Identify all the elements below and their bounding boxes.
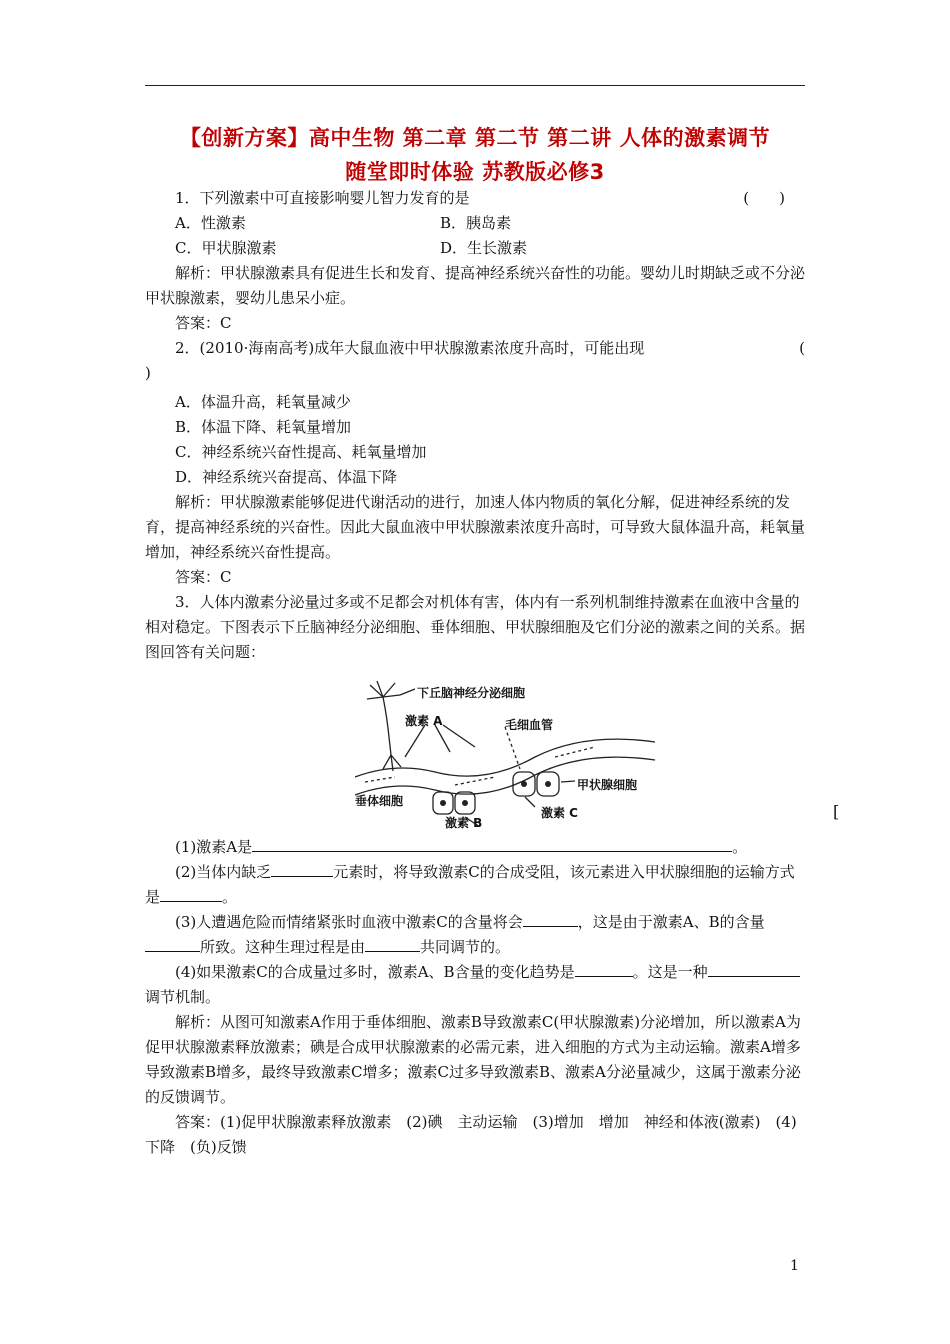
thyroid-nucleus-1 <box>521 781 527 787</box>
q3-sub4: (4)如果激素C的合成量过多时，激素A、B含量的变化趋势是 。这是一种调节机制。 <box>145 960 805 1010</box>
label-thyroid: 甲状腺细胞 <box>577 778 638 792</box>
q2-analysis: 解析：甲状腺激素能够促进代谢活动的进行，加速人体内物质的氧化分解，促进神经系统的发育，提高神经系统的兴奋性。因此大鼠血液中甲状腺激素浓度升高时，可导致大鼠体温升高，耗氧量增加，神经系统兴奋性提高。 <box>145 493 806 561</box>
label-hormone-a: 激素 A <box>405 714 443 728</box>
q1-answer-paren: ( ) <box>743 189 785 207</box>
q2-option-a: A．体温升高，耗氧量减少 <box>175 393 351 411</box>
neuron-axon <box>383 697 391 755</box>
pituitary-nucleus-1 <box>440 800 446 806</box>
document-body <box>145 186 840 1160</box>
blank-6[interactable] <box>365 935 420 952</box>
label-pituitary: 垂体细胞 <box>355 794 404 808</box>
top-rule <box>145 85 805 86</box>
q1-option-a: A．性激素 <box>175 214 246 232</box>
q1-stem <box>145 186 805 211</box>
pituitary-nucleus-2 <box>462 800 468 806</box>
blank-3[interactable] <box>160 885 222 902</box>
hormone-regulation-diagram <box>355 677 840 830</box>
title-line-1: 【创新方案】高中生物 第二章 第二节 第二讲 人体的激素调节 <box>179 126 771 150</box>
thyroid-nucleus-2 <box>545 781 551 787</box>
q1-option-c: C．甲状腺激素 <box>175 239 277 257</box>
neuron-dendrites <box>367 681 400 699</box>
q1-option-d: D．生长激素 <box>440 239 528 257</box>
label-hypothalamus: 下丘脑神经分泌细胞 <box>417 686 526 700</box>
q1-options-row-2 <box>145 236 805 261</box>
q1-stem-text: 1．下列激素中可直接影响婴儿智力发育的是 <box>175 189 470 207</box>
q1-answer: 答案：C <box>175 314 232 332</box>
q3-stem: 3．人体内激素分泌量过多或不足都会对机体有害，体内有一系列机制维持激素在血液中含量的相对稳定。下图表示下丘脑神经分泌细胞、垂体细胞、甲状腺细胞及它们分泌的激素之间的关系。据图回答有关问题： <box>145 593 806 661</box>
q2-answer: 答案：C <box>175 568 232 586</box>
q2-option-b: B．体温下降、耗氧量增加 <box>175 418 352 436</box>
blank-1[interactable] <box>252 835 732 852</box>
label-hormone-b: 激素 B <box>445 816 483 830</box>
q1-option-b: B．胰岛素 <box>440 214 512 232</box>
thyroid-pointer <box>561 781 575 782</box>
q2-option-c: C．神经系统兴奋性提高、耗氧量增加 <box>175 443 427 461</box>
blank-4[interactable] <box>523 910 578 927</box>
q2-stem-text: 2．(2010·海南高考)成年大鼠血液中甲状腺激素浓度升高时，可能出现 <box>175 339 645 357</box>
q3-sub1: (1)激素A是 。 <box>145 835 805 860</box>
label-capillary: 毛细血管 <box>505 718 554 732</box>
q2-answer-paren-open: ( <box>799 339 805 357</box>
title-line-2: 随堂即时体验 苏教版必修3 <box>345 160 605 184</box>
label-hormone-c: 激素 C <box>541 806 578 820</box>
blank-7[interactable] <box>575 960 633 977</box>
q3-sub3: (3)人遭遇危险而情绪紧张时血液中激素C的含量将会 ，这是由于激素A、B的含量所致。这种生理过程是由 共同调节的。 <box>145 910 805 960</box>
q3-analysis: 解析：从图可知激素A作用于垂体细胞、激素B导致激素C(甲状腺激素)分泌增加，所以激素A为促甲状腺激素释放激素；碘是合成甲状腺激素的必需元素，进入细胞的方式为主动运输。激素A增多导致激素B增多，最终导致激素C增多；激素C过多导致激素B、激素A分泌量减少，这属于激素分泌的反馈调节。 <box>145 1013 801 1106</box>
q1-options-row-1 <box>145 211 805 236</box>
hypothalamus-pointer <box>400 689 415 695</box>
stray-bracket: [ <box>833 802 840 821</box>
blank-2[interactable] <box>271 860 333 877</box>
q1-analysis: 解析：甲状腺激素具有促进生长和发育、提高神经系统兴奋性的功能。婴幼儿时期缺乏或不分泌甲状腺激素，婴幼儿患呆小症。 <box>145 264 806 307</box>
capillary-wall-top <box>355 739 655 777</box>
q3-answer: 答案：(1)促甲状腺激素释放激素 (2)碘 主动运输 (3)增加 增加 神经和体液(激素) (4)下降 (负)反馈 <box>145 1113 797 1156</box>
blank-8[interactable] <box>708 960 800 977</box>
page-number: 1 <box>790 1258 799 1274</box>
q3-sub2: (2)当体内缺乏 元素时，将导致激素C的合成受阻，该元素进入甲状腺细胞的运输方式是 。 <box>145 860 805 910</box>
q2-stem <box>145 336 805 361</box>
q2-option-d: D．神经系统兴奋提高、体温下降 <box>175 468 398 486</box>
blank-5[interactable] <box>145 935 200 952</box>
q2-answer-paren-close: ) <box>145 364 151 382</box>
